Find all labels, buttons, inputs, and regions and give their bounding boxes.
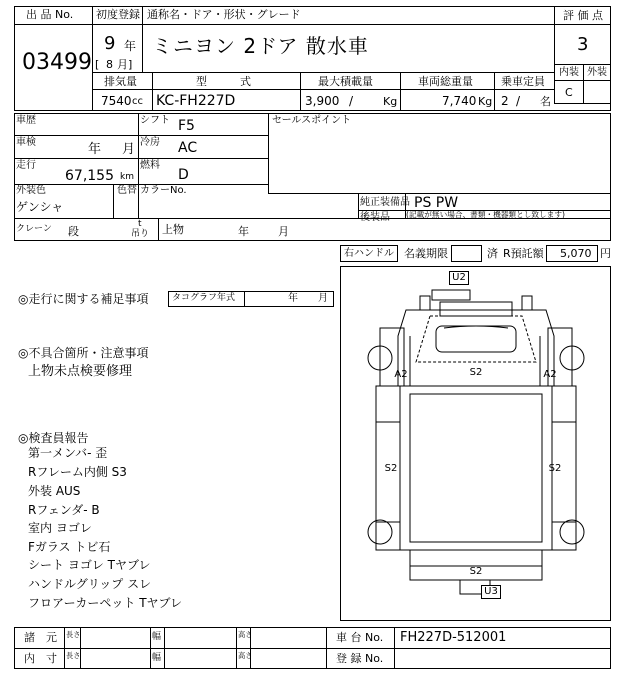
- inspector-item: Rフェンダ- B: [28, 503, 100, 517]
- ac-value: AC: [178, 140, 198, 156]
- recycle-unit: 円: [600, 247, 611, 260]
- tachograph-label: タコグラフ年式: [172, 293, 236, 303]
- tacho-month: 月: [318, 293, 328, 304]
- capacity-value: 2: [501, 94, 509, 108]
- aftermarket-note: (記載が無い場合、書類・機器類とし致します): [406, 211, 565, 220]
- interior-grade: C: [565, 86, 573, 99]
- recycle-prefix: 済: [487, 247, 498, 260]
- crane-row: [14, 219, 611, 241]
- damage-tag: S2: [469, 566, 483, 577]
- defect-item: 上物未点検要修理: [28, 364, 133, 379]
- upper-label: 上物: [162, 223, 184, 236]
- defects-title: ◎不具合箇所・注意事項: [18, 346, 149, 360]
- aftermarket-label: 後装品: [360, 212, 390, 223]
- lot-label: 出 品 No.: [26, 8, 74, 21]
- max-load-sep: /: [349, 94, 354, 108]
- upper-month: 月: [278, 225, 289, 238]
- model-value: KC-FH227D: [156, 93, 236, 109]
- chassis-number: FH227D-512001: [400, 630, 507, 645]
- driving-notes-title: ◎走行に関する補足事項: [18, 292, 149, 306]
- name-change-label: 名義期限: [404, 247, 448, 260]
- inspector-title: ◎検査員報告: [18, 431, 89, 445]
- standard-equip-label: 純正装備品: [360, 197, 410, 208]
- crane-hanging: 吊り: [131, 229, 150, 239]
- first-reg-month-open: [: [95, 58, 100, 71]
- gross-weight-label: 車両総重量: [418, 75, 473, 88]
- rating-value: 3: [577, 34, 589, 55]
- width-label: 幅: [152, 632, 162, 642]
- damage-tag: U3: [481, 585, 501, 599]
- color-no-label: カラーNo.: [140, 185, 187, 196]
- tacho-year: 年: [288, 293, 298, 304]
- specs-label: 諸 元: [24, 631, 57, 644]
- shift-label: シフト: [140, 115, 170, 126]
- inspector-item: 外装 AUS: [28, 484, 81, 498]
- damage-tag: S2: [548, 463, 562, 474]
- inspector-item: ハンドルグリップ スレ: [28, 577, 152, 591]
- details-grid: [14, 113, 611, 219]
- mileage-unit: km: [120, 172, 134, 182]
- first-reg-month: 8: [106, 58, 113, 71]
- steering-value: 右ハンドル: [344, 248, 394, 259]
- mileage-value: 67,155: [65, 168, 114, 184]
- max-load-unit: Kg: [383, 95, 398, 108]
- height-label: 高さ: [238, 631, 253, 640]
- crane-stage: 段: [68, 225, 79, 238]
- rating-label: 評 価 点: [563, 9, 603, 22]
- damage-tag: A2: [543, 369, 557, 380]
- chassis-label: 車 台 No.: [336, 631, 384, 644]
- inspector-item: シート ヨゴレ Tヤブレ: [28, 558, 151, 572]
- interior-label: 内装: [559, 67, 579, 78]
- inspection-month: 月: [122, 142, 136, 157]
- lot-number: 03499: [22, 50, 92, 75]
- exterior-color-value: ゲンシャ: [16, 200, 64, 214]
- width-label: 幅: [152, 653, 162, 663]
- fuel-value: D: [178, 167, 189, 183]
- inspection-year: 年: [88, 142, 102, 157]
- model-label: 型 式: [196, 75, 251, 88]
- exterior-label: 外装: [587, 67, 607, 78]
- displacement-unit: cc: [132, 96, 143, 107]
- damage-tag: S2: [384, 463, 398, 474]
- year-unit: 年: [124, 39, 137, 53]
- first-reg-year: 9: [104, 33, 116, 54]
- gross-weight-unit: Kg: [478, 95, 493, 108]
- max-load-label: 最大積載量: [318, 75, 373, 88]
- capacity-unit: 名: [540, 95, 551, 108]
- displacement-value: 7540: [101, 94, 132, 108]
- ac-label: 冷房: [140, 137, 160, 148]
- color-change-label: 色替: [117, 185, 137, 196]
- damage-tag: U2: [449, 271, 469, 285]
- name-label: 通称名・ドア・形状・グレード: [147, 8, 301, 21]
- fuel-label: 燃料: [140, 160, 160, 171]
- length-label: 長さ: [66, 631, 81, 640]
- recycle-label: R預託額: [503, 247, 544, 260]
- standard-equip-value: PS PW: [414, 195, 459, 211]
- crane-label: クレーン: [16, 224, 52, 234]
- reg-label: 登 録 No.: [336, 652, 384, 665]
- mileage-label: 走行: [16, 160, 36, 171]
- sales-point-label: セールスポイント: [272, 115, 352, 126]
- dims-label: 内 寸: [24, 652, 57, 665]
- damage-tag: S2: [469, 367, 483, 378]
- inspection-label: 車検: [16, 137, 36, 148]
- capacity-label: 乗車定員: [501, 75, 545, 88]
- max-load-value: 3,900: [305, 94, 340, 108]
- exterior-color-label: 外装色: [16, 185, 46, 196]
- shift-value: F5: [178, 118, 195, 134]
- inspector-item: Rフレーム内側 S3: [28, 465, 127, 479]
- displacement-label: 排気量: [104, 75, 137, 88]
- inspector-item: 室内 ヨゴレ: [28, 521, 92, 535]
- first-reg-label: 初度登録: [96, 8, 140, 21]
- car-name: ミニヨン 2ドア 散水車: [152, 34, 369, 58]
- name-change-box: [451, 245, 482, 262]
- capacity-sep: /: [516, 94, 521, 108]
- height-label: 高さ: [238, 652, 253, 661]
- recycle-amount: 5,070: [560, 247, 592, 260]
- crane-t: t: [138, 219, 142, 229]
- history-label: 車歴: [16, 115, 36, 126]
- upper-year: 年: [238, 225, 249, 238]
- inspector-item: 第一メンバ- 歪: [28, 446, 108, 460]
- gross-weight-value: 7,740: [442, 94, 477, 108]
- month-unit: 月]: [117, 58, 133, 71]
- damage-tag: A2: [394, 369, 408, 380]
- inspector-item: Fガラス トビ石: [28, 540, 111, 554]
- length-label: 長さ: [66, 652, 81, 661]
- inspector-item: フロアーカーペット Tヤブレ: [28, 596, 183, 610]
